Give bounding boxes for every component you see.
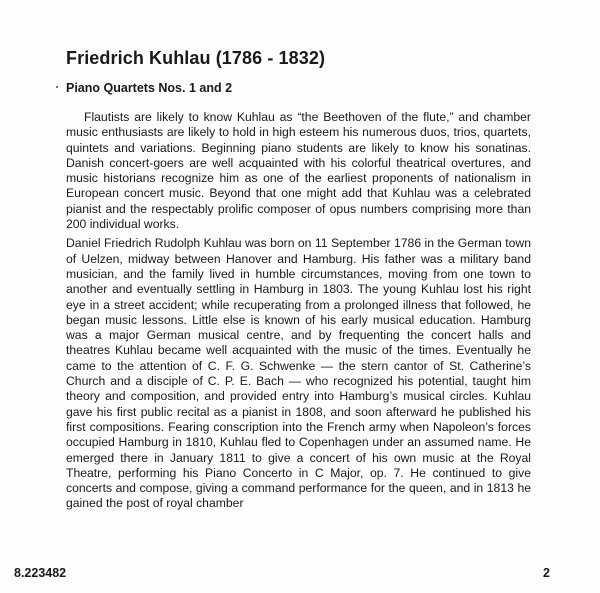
paragraph-1: Flautists are likely to know Kuhlau as “the Beethoven of the flute,” and chamber music enthusiasts are likely to hold in high esteem his numerous duos, trios, quartets, quintets and variations. Beginning piano students are likely to know his sonatinas. Danish concert-goers are well acquainted with his colorful theatrical overtures, and music historians recognize him as one of the earliest proponents of nationalism in European concert music. Beyond that one might add that Kuhlau was a celebrated pianist and the respectably prolific composer of opus numbers comprising more than 200 individual works. bbox=[66, 110, 531, 232]
paragraph-2: Daniel Friedrich Rudolph Kuhlau was born on 11 September 1786 in the German town of Uelzen, midway between Hanover and Hamburg. His father was a military band musician, and the family lived in humble circumstances, moving from one town to another and eventually settling in Hamburg in 1803. The young Kuhlau lost his right eye in a street accident; while recuperating from a prolonged illness that followed, he began music lessons. Little else is known of his early musical education. Hamburg was a major German musical centre, and by frequenting the concert halls and theatres Kuhlau became well acquainted with the music of the times. Eventually he came to the attention of C. F. G. Schwenke — the stern cantor of St. Catherine’s Church and a disciple of C. P. E. Bach — who recognized his potential, taught him theory and composition, and provided entry into Hamburg’s musical circles. Kuhlau gave his first public recital as a pianist in 1808, and soon afterward he published his first compositions. Fearing conscription into the French army when Napoleon’s forces occupied Hamburg in 1810, Kuhlau fled to Copenhagen under an assumed name. He emerged there in January 1811 to give a concert of his own music at the Royal Theatre, performing his Piano Concerto in C Major, op. 7. He continued to give concerts and compose, giving a command performance for the queen, and in 1813 he gained the post of royal chamber bbox=[66, 236, 531, 511]
bullet-mark bbox=[56, 86, 58, 88]
body-text bbox=[66, 110, 531, 516]
catalog-number: 8.223482 bbox=[14, 566, 67, 580]
page-title: Friedrich Kuhlau (1786 - 1832) bbox=[66, 48, 326, 68]
page-number: 2 bbox=[543, 566, 550, 580]
page-subtitle: Piano Quartets Nos. 1 and 2 bbox=[66, 81, 233, 95]
